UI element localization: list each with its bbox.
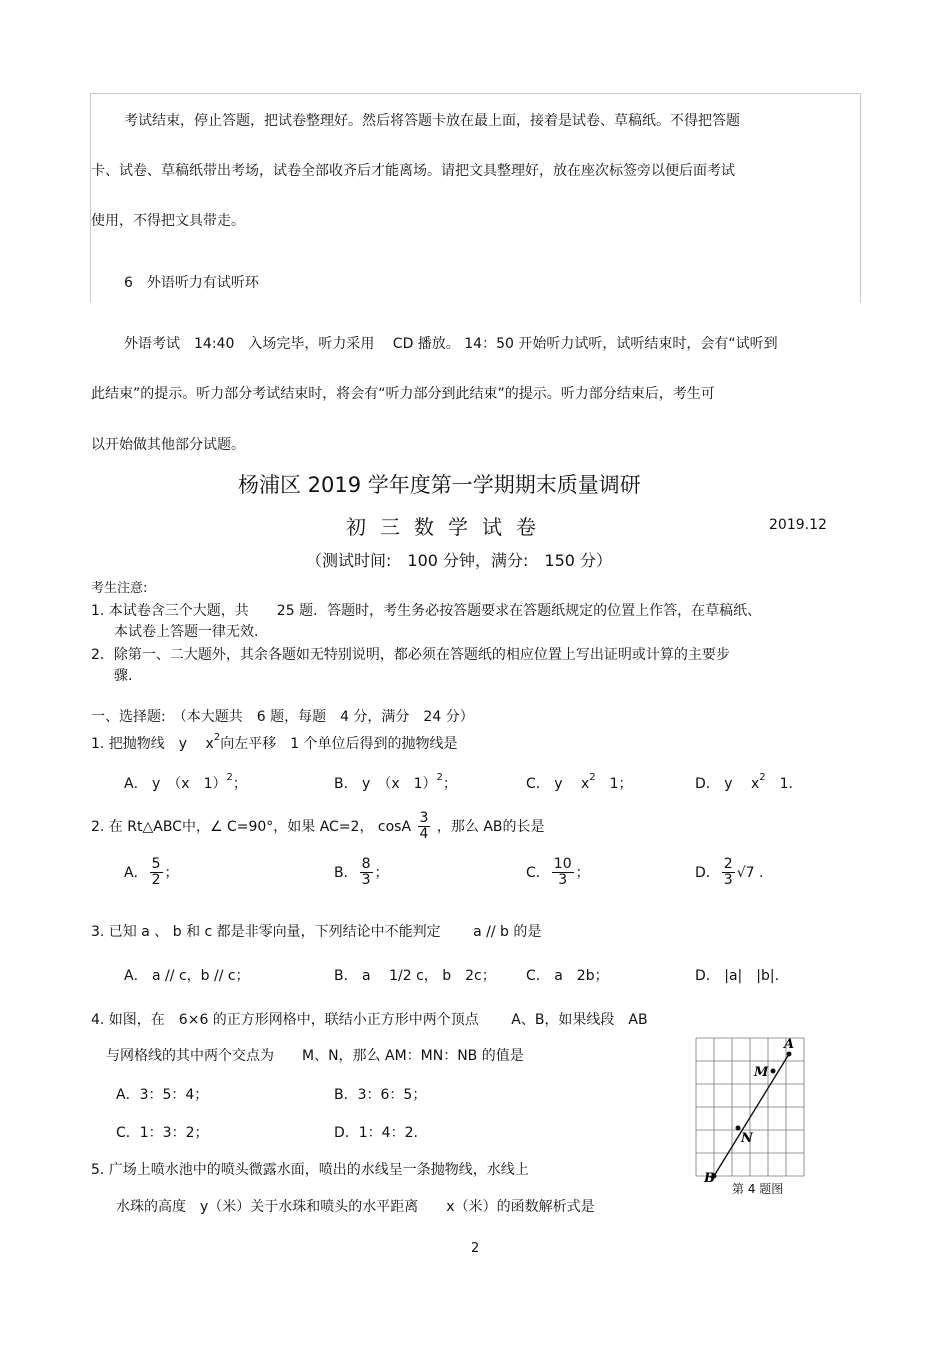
q1-option-a: A． y （x 1）$^2$； — [124, 772, 247, 792]
q2-option-d: D． $\frac{2}{3}$ √7 . — [695, 856, 764, 889]
q4-figure-caption: 第 4 题图 — [732, 1182, 784, 1196]
point-a-dot — [787, 1052, 792, 1057]
notice-p1-line2: 卡、试卷、草稿纸带出考场，试卷全部收齐后才能离场。请把文具整理好，放在座次标签旁以便后面考试 — [91, 163, 735, 179]
q4-grid-figure — [694, 1036, 809, 1186]
notice-p1-line1: 考试结束，停止答题，把试卷整理好。然后将答题卡放在最上面，接着是试卷、草稿纸。不得把答题 — [124, 113, 740, 129]
exam-title: 杨浦区 2019 学年度第一学期期末质量调研 — [238, 473, 641, 497]
q4-stem-line1: 4. 如图，在 6×6 的正方形网格中，联结小正方形中两个顶点 A、B，如果线段 AB — [91, 1012, 648, 1028]
q1-stem: 1. 把抛物线 y $x^2$向左平移 1 个单位后得到的抛物线是 — [91, 732, 458, 752]
q3-option-b: B． a 1/2 c， b 2c； — [334, 968, 496, 984]
q4-option-c: C．1：3：2； — [116, 1125, 209, 1141]
notice-p2-line3: 以开始做其他部分试题。 — [91, 437, 245, 453]
q4-stem-line2: 与网格线的其中两个交点为 M、N，那么 AM：MN：NB 的值是 — [106, 1048, 524, 1064]
exam-date: 2019.12 — [769, 517, 827, 533]
instruction-2-line1: 2．除第一、二大题外，其余各题如无特别说明，都必须在答题纸的相应位置上写出证明或计算的主要步 — [91, 647, 730, 663]
page-number: 2 — [471, 1241, 480, 1256]
label-b: B — [704, 1171, 715, 1186]
q3-stem: 3. 已知 a 、 b 和 c 都是非零向量，下列结论中不能判定 a // b 的是 — [91, 924, 542, 940]
q3-option-d: D． |a| |b|. — [695, 968, 780, 984]
segment-ab — [714, 1054, 789, 1176]
instruction-2-line2: 骤. — [114, 668, 133, 684]
q4-option-b: B．3：6：5； — [334, 1087, 427, 1103]
q3-option-c: C． a 2b； — [526, 968, 609, 984]
instruction-1-line2: 本试卷上答题一律无效. — [114, 624, 259, 640]
notice-p2-line1: 外语考试 14:40 入场完毕，听力采用 CD 播放。 14：50 开始听力试听，试听结束时，会有“试听到 — [124, 336, 778, 352]
q3-option-a: A． a // c，b // c； — [124, 968, 250, 984]
instructions-heading: 考生注意: — [91, 581, 148, 596]
point-n-dot — [736, 1126, 741, 1131]
q5-stem-line2: 水珠的高度 y（米）关于水珠和喷头的水平距离 x（米）的函数解析式是 — [116, 1199, 595, 1215]
q2-option-a: A． $\frac{5}{2}$ ； — [124, 856, 179, 889]
exam-time-info: （测试时间: 100 分钟，满分: 150 分） — [306, 551, 613, 570]
q4-option-d: D．1：4：2. — [334, 1125, 418, 1141]
label-m: M — [754, 1065, 769, 1080]
notice-item6: 6 外语听力有试听环 — [124, 275, 259, 291]
q2-cos-fraction: $\frac{3}{4}$ — [419, 810, 429, 843]
label-n: N — [741, 1131, 753, 1146]
instruction-1-line1: 1. 本试卷含三个大题，共 25 题．答题时，考生务必按答题要求在答题纸规定的位置上作答，在草稿纸、 — [91, 603, 762, 619]
section1-heading: 一、选择题: （本大题共 6 题，每题 4 分，满分 24 分） — [91, 709, 474, 725]
q5-stem-line1: 5. 广场上喷水池中的喷头微露水面，喷出的水线呈一条抛物线，水线上 — [91, 1162, 529, 1178]
notice-frame-right — [860, 93, 861, 303]
notice-p2-line2: 此结束”的提示。听力部分考试结束时，将会有“听力部分到此结束”的提示。听力部分结束后，考生可 — [91, 386, 715, 402]
q2-stem: 2. 在 Rt△ABC中，∠ C=90°，如果 AC=2， cosA $\frac{3}{4}$ ，那么 AB的长是 — [91, 810, 545, 843]
q1-option-d: D． y $x^2$ 1． — [695, 772, 803, 792]
notice-p1-line3: 使用，不得把文具带走。 — [91, 213, 245, 229]
notice-frame-left — [90, 93, 91, 303]
q2-option-b: B． $\frac{8}{3}$ ； — [334, 856, 389, 889]
q2-option-c: C． $\frac{10}{3}$ ； — [526, 856, 590, 889]
point-m-dot — [771, 1069, 776, 1074]
q1-option-c: C． y $x^2$ 1； — [526, 772, 633, 792]
exam-subtitle: 初三数学试卷 — [346, 515, 550, 539]
label-a: A — [784, 1037, 795, 1052]
notice-frame-top — [90, 93, 860, 94]
q1-option-b: B． y （x 1）$^2$； — [334, 772, 457, 792]
q4-option-a: A．3：5：4； — [116, 1087, 209, 1103]
